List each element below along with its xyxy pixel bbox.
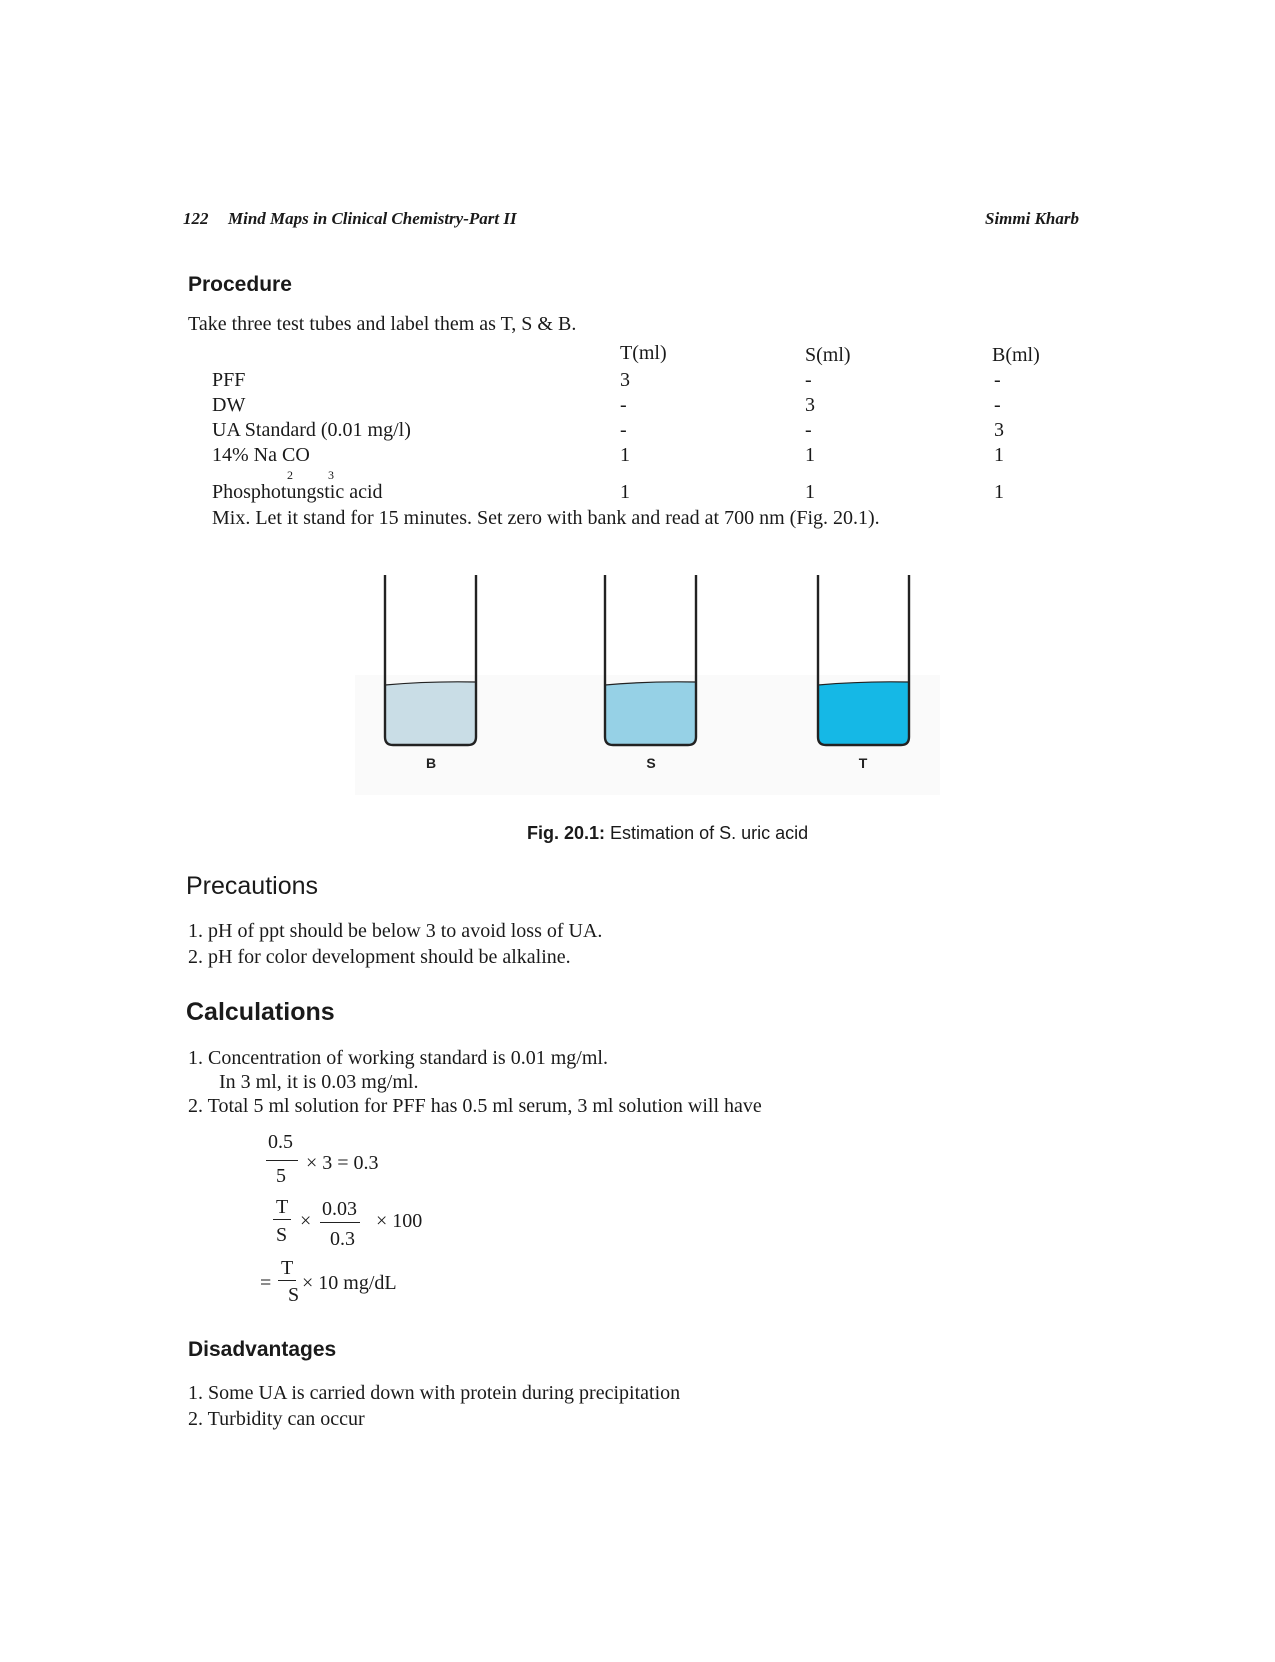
tube-t: [818, 575, 909, 745]
procedure-heading: Procedure: [188, 273, 292, 296]
test-tubes-figure: [355, 565, 940, 795]
eq2-times: ×: [300, 1210, 312, 1232]
page-number: 122: [183, 209, 209, 228]
eq2-fraction-bar-1: [273, 1219, 291, 1220]
tube-liquid-t: [818, 682, 909, 745]
eq1-denominator: 5: [276, 1165, 286, 1187]
tube-liquid-s: [605, 682, 696, 745]
calculation-item: 1. Concentration of working standard is 0.01 mg/ml.: [188, 1047, 608, 1069]
cell-s: 1: [805, 481, 815, 503]
tube-b: [385, 575, 476, 745]
disadvantage-item: 2. Turbidity can occur: [188, 1408, 365, 1430]
row-label: UA Standard (0.01 mg/l): [212, 419, 411, 441]
cell-t: 1: [620, 481, 630, 503]
eq1-fraction-bar: [266, 1160, 298, 1161]
cell-b: 1: [994, 444, 1004, 466]
precaution-item: 1. pH of ppt should be below 3 to avoid loss of UA.: [188, 920, 603, 942]
calculation-item-continued: In 3 ml, it is 0.03 mg/ml.: [219, 1071, 419, 1093]
cell-t: 3: [620, 369, 630, 391]
calculation-item: 2. Total 5 ml solution for PFF has 0.5 ml serum, 3 ml solution will have: [188, 1095, 762, 1117]
figure-caption-text: Estimation of S. uric acid: [610, 823, 809, 843]
row-label: PFF: [212, 369, 246, 391]
column-header-b: B(ml): [992, 344, 1040, 366]
figure-caption-number: Fig. 20.1:: [527, 823, 606, 843]
cell-b: -: [994, 394, 1001, 416]
cell-t: -: [620, 419, 627, 441]
eq2-denominator-1: S: [276, 1224, 288, 1246]
eq2-denominator-2: 0.3: [330, 1228, 355, 1250]
cell-s: 3: [805, 394, 815, 416]
eq3-result: × 10 mg/dL: [302, 1272, 397, 1294]
precaution-item: 2. pH for color development should be alkaline.: [188, 946, 571, 968]
procedure-intro: Take three test tubes and label them as T, S & B.: [188, 313, 577, 335]
eq2-numerator-1: T: [276, 1196, 289, 1218]
disadvantages-heading: Disadvantages: [188, 1338, 337, 1361]
tube-label-b: B: [425, 755, 437, 771]
eq3-fraction-bar: [278, 1280, 296, 1281]
cell-s: -: [805, 369, 812, 391]
tube-label-t: T: [858, 755, 868, 771]
author-name: Simmi Kharb: [985, 209, 1080, 228]
cell-t: 1: [620, 444, 630, 466]
eq3-numerator: T: [281, 1257, 294, 1279]
cell-b: -: [994, 369, 1001, 391]
cell-s: -: [805, 419, 812, 441]
eq2-numerator-2: 0.03: [322, 1198, 357, 1220]
subscript-3: 3: [328, 468, 334, 482]
eq1-result: × 3 = 0.3: [306, 1152, 379, 1174]
cell-t: -: [620, 394, 627, 416]
eq2-multiplier: × 100: [376, 1210, 423, 1232]
disadvantage-item: 1. Some UA is carried down with protein during precipitation: [188, 1382, 681, 1404]
procedure-note: Mix. Let it stand for 15 minutes. Set zero with bank and read at 700 nm (Fig. 20.1).: [212, 507, 880, 529]
row-label: Phosphotungstic acid: [212, 481, 383, 503]
precautions-heading: Precautions: [186, 872, 319, 900]
figure-caption: [527, 823, 808, 844]
subscript-2: 2: [287, 468, 293, 482]
cell-s: 1: [805, 444, 815, 466]
tube-s: [605, 575, 696, 745]
tube-liquid-b: [385, 682, 476, 745]
book-title: Mind Maps in Clinical Chemistry-Part II: [228, 209, 517, 228]
eq3-equals: =: [260, 1272, 272, 1294]
row-label: DW: [212, 394, 246, 416]
tube-label-s: S: [646, 755, 656, 771]
calculations-heading: Calculations: [186, 998, 335, 1026]
column-header-s: S(ml): [805, 344, 851, 366]
eq3-denominator: S: [288, 1284, 300, 1306]
cell-b: 1: [994, 481, 1004, 503]
eq1-numerator: 0.5: [268, 1131, 293, 1153]
eq2-fraction-bar-2: [320, 1222, 360, 1223]
cell-b: 3: [994, 419, 1004, 441]
column-header-t: T(ml): [620, 342, 667, 364]
row-label: 14% Na CO: [212, 444, 310, 466]
